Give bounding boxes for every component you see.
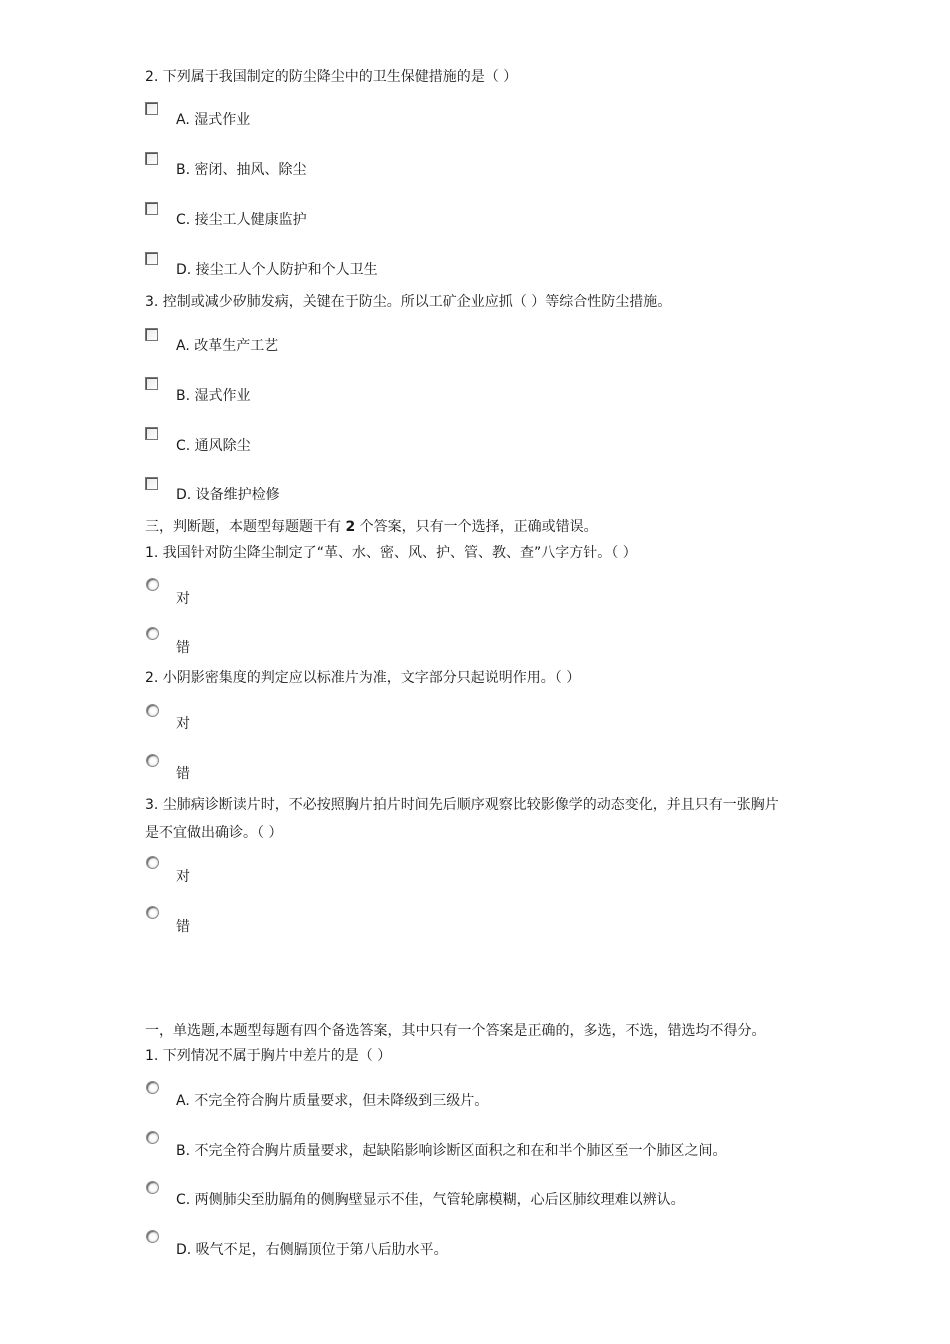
radio-tf1-true[interactable] bbox=[146, 578, 159, 591]
question-stem-continued: 是不宜做出确诊。（ ） bbox=[145, 825, 283, 841]
checkbox-q3-c[interactable] bbox=[145, 427, 158, 440]
option-label: 错 bbox=[176, 919, 190, 935]
radio-tf3-true[interactable] bbox=[146, 856, 159, 869]
radio-sc1-a[interactable] bbox=[146, 1081, 159, 1094]
radio-sc1-d[interactable] bbox=[146, 1230, 159, 1243]
question-stem: 3. 控制或减少矽肺发病，关键在于防尘。所以工矿企业应抓（ ）等综合性防尘措施。 bbox=[145, 294, 672, 310]
section-header-text: 三，判断题，本题型每题题干有 bbox=[145, 519, 346, 535]
option-label: 对 bbox=[176, 591, 190, 607]
option-label: C. 通风除尘 bbox=[176, 438, 251, 454]
radio-sc1-b[interactable] bbox=[146, 1131, 159, 1144]
checkbox-q3-d[interactable] bbox=[145, 477, 158, 490]
option-label: 错 bbox=[176, 766, 190, 782]
option-label: D. 吸气不足，右侧膈顶位于第八后肋水平。 bbox=[176, 1242, 448, 1258]
option-label: A. 改革生产工艺 bbox=[176, 338, 279, 354]
section-header-true-false bbox=[145, 517, 598, 537]
option-label: 对 bbox=[176, 869, 190, 885]
option-label: 对 bbox=[176, 716, 190, 732]
question-stem: 3. 尘肺病诊断读片时，不必按照胸片拍片时间先后顺序观察比较影像学的动态变化，并且只有一张胸片 bbox=[145, 797, 779, 813]
option-label: D. 接尘工人个人防护和个人卫生 bbox=[176, 262, 378, 278]
radio-tf1-false[interactable] bbox=[146, 627, 159, 640]
option-label: C. 接尘工人健康监护 bbox=[176, 212, 307, 228]
option-label: A. 湿式作业 bbox=[176, 112, 251, 128]
option-label: 错 bbox=[176, 640, 190, 656]
checkbox-q2-d[interactable] bbox=[145, 252, 158, 265]
option-label: D. 设备维护检修 bbox=[176, 487, 280, 503]
question-stem: 1. 下列情况不属于胸片中差片的是（ ） bbox=[145, 1048, 392, 1064]
checkbox-q2-c[interactable] bbox=[145, 202, 158, 215]
option-label: C. 两侧肺尖至肋膈角的侧胸壁显示不佳，气管轮廓模糊，心后区肺纹理难以辨认。 bbox=[176, 1192, 685, 1208]
checkbox-q3-b[interactable] bbox=[145, 377, 158, 390]
radio-tf2-false[interactable] bbox=[146, 754, 159, 767]
option-label: B. 密闭、抽风、除尘 bbox=[176, 162, 307, 178]
question-stem: 2. 下列属于我国制定的防尘降尘中的卫生保健措施的是（ ） bbox=[145, 69, 518, 85]
checkbox-q2-a[interactable] bbox=[145, 102, 158, 115]
radio-sc1-c[interactable] bbox=[146, 1181, 159, 1194]
checkbox-q3-a[interactable] bbox=[145, 328, 158, 341]
radio-tf3-false[interactable] bbox=[146, 906, 159, 919]
option-label: A. 不完全符合胸片质量要求，但未降级到三级片。 bbox=[176, 1093, 489, 1109]
section-header-text: 个答案，只有一个选择，正确或错误。 bbox=[355, 519, 598, 535]
radio-tf2-true[interactable] bbox=[146, 704, 159, 717]
checkbox-q2-b[interactable] bbox=[145, 152, 158, 165]
option-label: B. 湿式作业 bbox=[176, 388, 251, 404]
section-header-single-choice: 一，单选题,本题型每题有四个备选答案，其中只有一个答案是正确的，多选，不选，错选均不得分。 bbox=[145, 1023, 766, 1039]
question-stem: 1. 我国针对防尘降尘制定了“革、水、密、风、护、管、教、查”八字方针。（ ） bbox=[145, 545, 637, 561]
option-label: B. 不完全符合胸片质量要求，起缺陷影响诊断区面积之和在和半个肺区至一个肺区之间。 bbox=[176, 1143, 727, 1159]
question-stem: 2. 小阴影密集度的判定应以标准片为准，文字部分只起说明作用。（ ） bbox=[145, 670, 581, 686]
section-header-count: 2 bbox=[345, 519, 356, 535]
